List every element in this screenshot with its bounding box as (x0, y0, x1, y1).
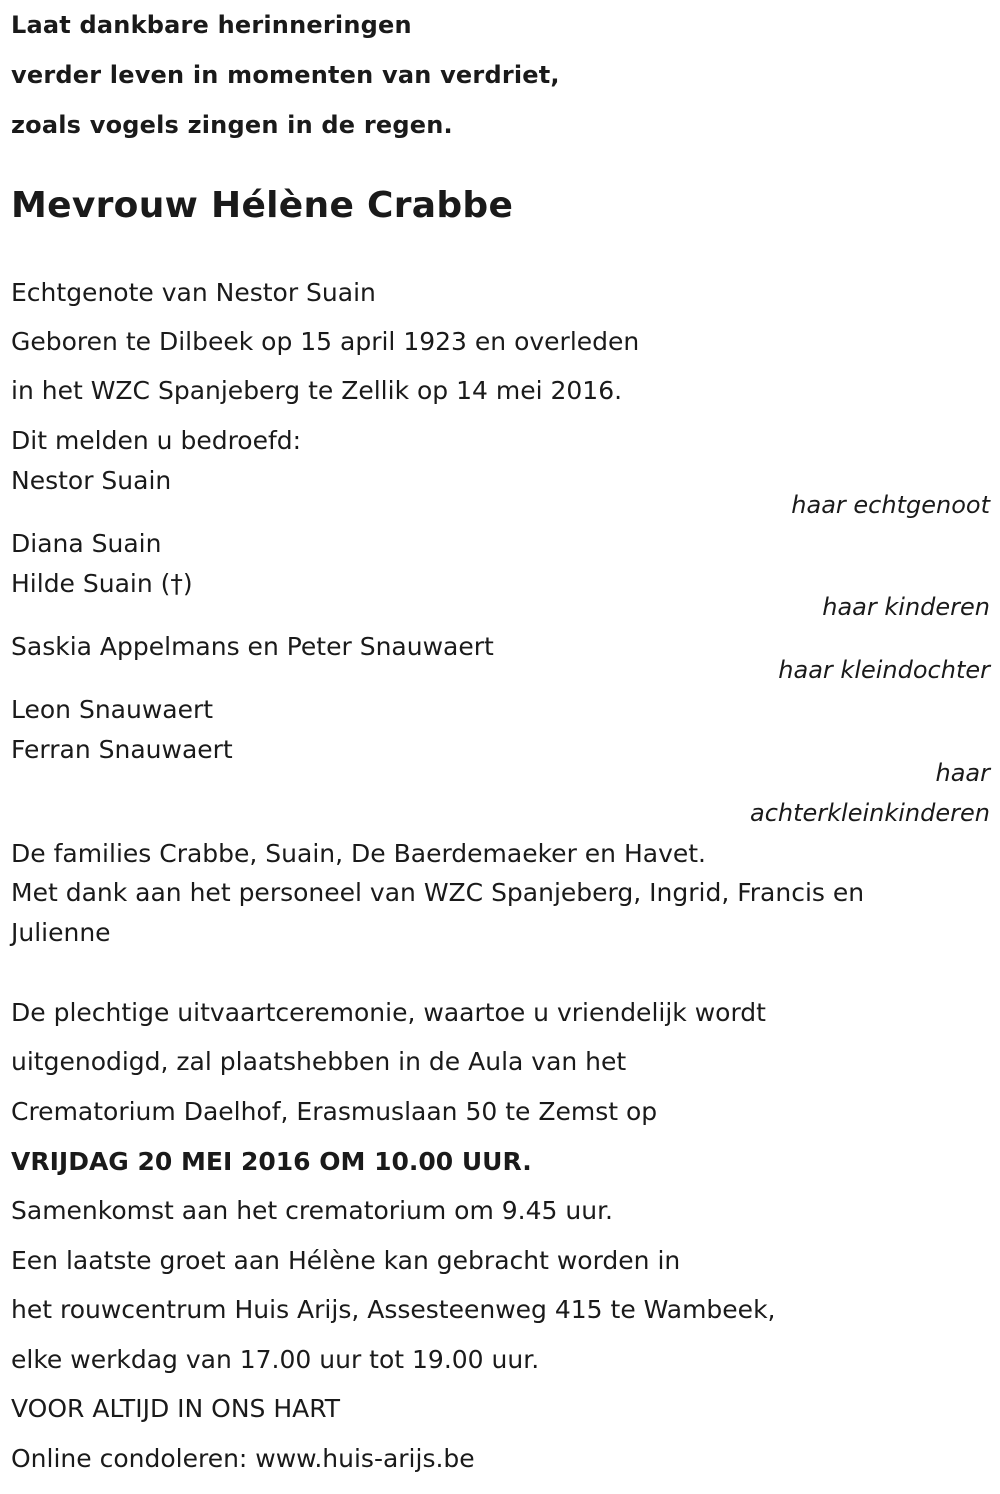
mourner-relation: haar kleindochter (778, 656, 990, 684)
mourner-relation: achterkleinkinderen (750, 799, 990, 827)
mourner-name: Diana Suain (11, 529, 162, 558)
poem-line-1: Laat dankbare herinneringen (11, 11, 412, 39)
deceased-name: Mevrouw Hélène Crabbe (11, 185, 514, 226)
mourner-name: Saskia Appelmans en Peter Snauwaert (11, 632, 494, 661)
ceremony-datetime: VRIJDAG 20 MEI 2016 OM 10.00 UUR. (11, 1147, 532, 1176)
mourner-name: Hilde Suain (†) (11, 569, 193, 598)
intro-line-3: in het WZC Spanjeberg te Zellik op 14 mei 2016. (11, 376, 623, 405)
mourner-name: Leon Snauwaert (11, 695, 214, 724)
families-line: De families Crabbe, Suain, De Baerdemaeker en Havet. (11, 839, 707, 868)
intro-line-4: Dit melden u bedroefd: (11, 426, 302, 455)
details-line-4: elke werkdag van 17.00 uur tot 19.00 uur. (11, 1345, 540, 1374)
thanks-line-2: Julienne (11, 918, 111, 947)
closing-line: VOOR ALTIJD IN ONS HART (11, 1394, 341, 1423)
thanks-line-1: Met dank aan het personeel van WZC Spanjeberg, Ingrid, Francis en (11, 878, 865, 907)
ceremony-line-2: uitgenodigd, zal plaatshebben in de Aula van het (11, 1047, 627, 1076)
ceremony-line-3: Crematorium Daelhof, Erasmuslaan 50 te Zemst op (11, 1097, 658, 1126)
poem-line-3: zoals vogels zingen in de regen. (11, 111, 453, 139)
details-line-3: het rouwcentrum Huis Arijs, Assesteenweg 415 te Wambeek, (11, 1295, 776, 1324)
mourner-relation: haar echtgenoot (791, 491, 990, 519)
mourner-name: Nestor Suain (11, 466, 172, 495)
intro-line-1: Echtgenote van Nestor Suain (11, 278, 376, 307)
details-line-1: Samenkomst aan het crematorium om 9.45 uur. (11, 1196, 614, 1225)
poem-line-2: verder leven in momenten van verdriet, (11, 61, 560, 89)
intro-line-2: Geboren te Dilbeek op 15 april 1923 en overleden (11, 327, 640, 356)
mourner-relation: haar kinderen (822, 593, 990, 621)
online-condolence: Online condoleren: www.huis-arijs.be (11, 1444, 475, 1473)
details-line-2: Een laatste groet aan Hélène kan gebracht worden in (11, 1246, 681, 1275)
mourner-relation: haar (935, 759, 990, 787)
mourner-name: Ferran Snauwaert (11, 735, 233, 764)
ceremony-line-1: De plechtige uitvaartceremonie, waartoe u vriendelijk wordt (11, 998, 766, 1027)
